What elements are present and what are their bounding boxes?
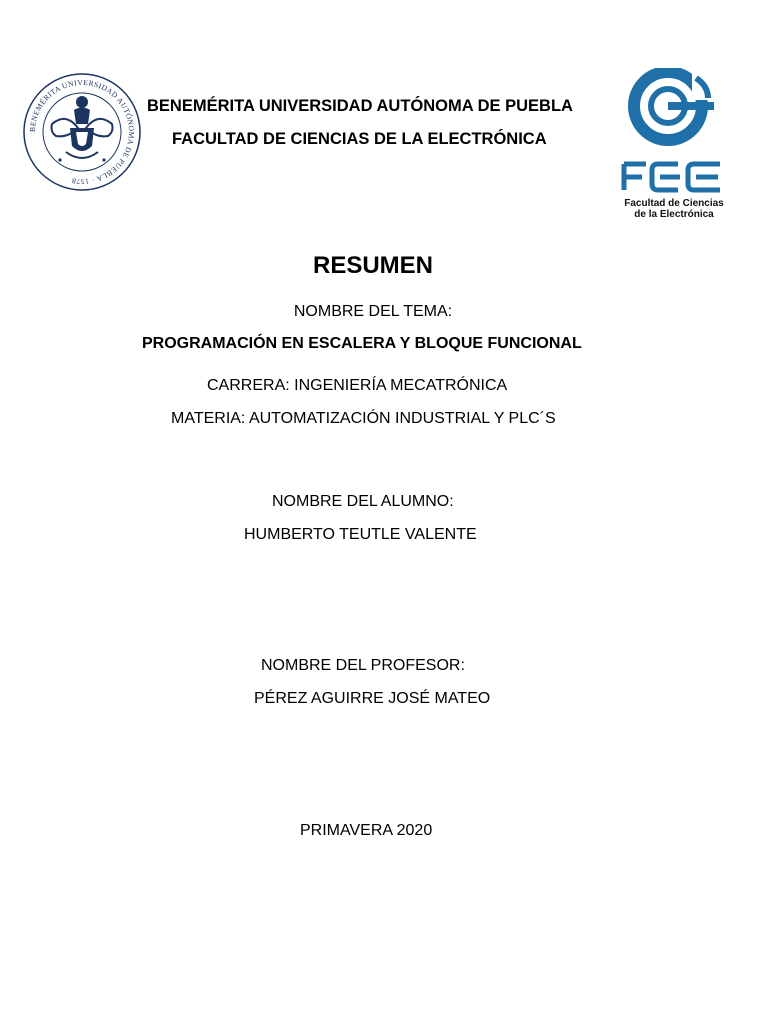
university-name: BENEMÉRITA UNIVERSIDAD AUTÓNOMA DE PUEBLA — [147, 97, 573, 115]
term: PRIMAVERA 2020 — [300, 822, 433, 839]
professor-name: PÉREZ AGUIRRE JOSÉ MATEO — [254, 690, 491, 707]
topic-title: PROGRAMACIÓN EN ESCALERA Y BLOQUE FUNCIONAL — [142, 335, 582, 352]
topic-label: NOMBRE DEL TEMA: — [293, 303, 453, 320]
faculty-name: FACULTAD DE CIENCIAS DE LA ELECTRÓNICA — [172, 130, 547, 148]
student-name: HUMBERTO TEUTLE VALENTE — [244, 526, 477, 543]
fce-logo-icon — [612, 68, 732, 224]
subject-line: MATERIA: AUTOMATIZACIÓN INDUSTRIAL Y PLC´S — [171, 410, 556, 427]
document-title: RESUMEN — [312, 252, 433, 279]
fce-caption-line1: Facultad de Ciencias — [624, 198, 724, 209]
professor-label: NOMBRE DEL PROFESOR: — [261, 657, 465, 674]
buap-seal-text: BENEMÉRITA UNIVERSIDAD AUTÓNOMA DE PUEBLA · 1578 — [27, 77, 137, 187]
student-label: NOMBRE DEL ALUMNO: — [272, 493, 454, 510]
buap-seal-icon — [22, 72, 142, 192]
career-line: CARRERA: INGENIERÍA MECATRÓNICA — [207, 377, 508, 394]
fce-caption-line2: de la Electrónica — [634, 209, 714, 220]
